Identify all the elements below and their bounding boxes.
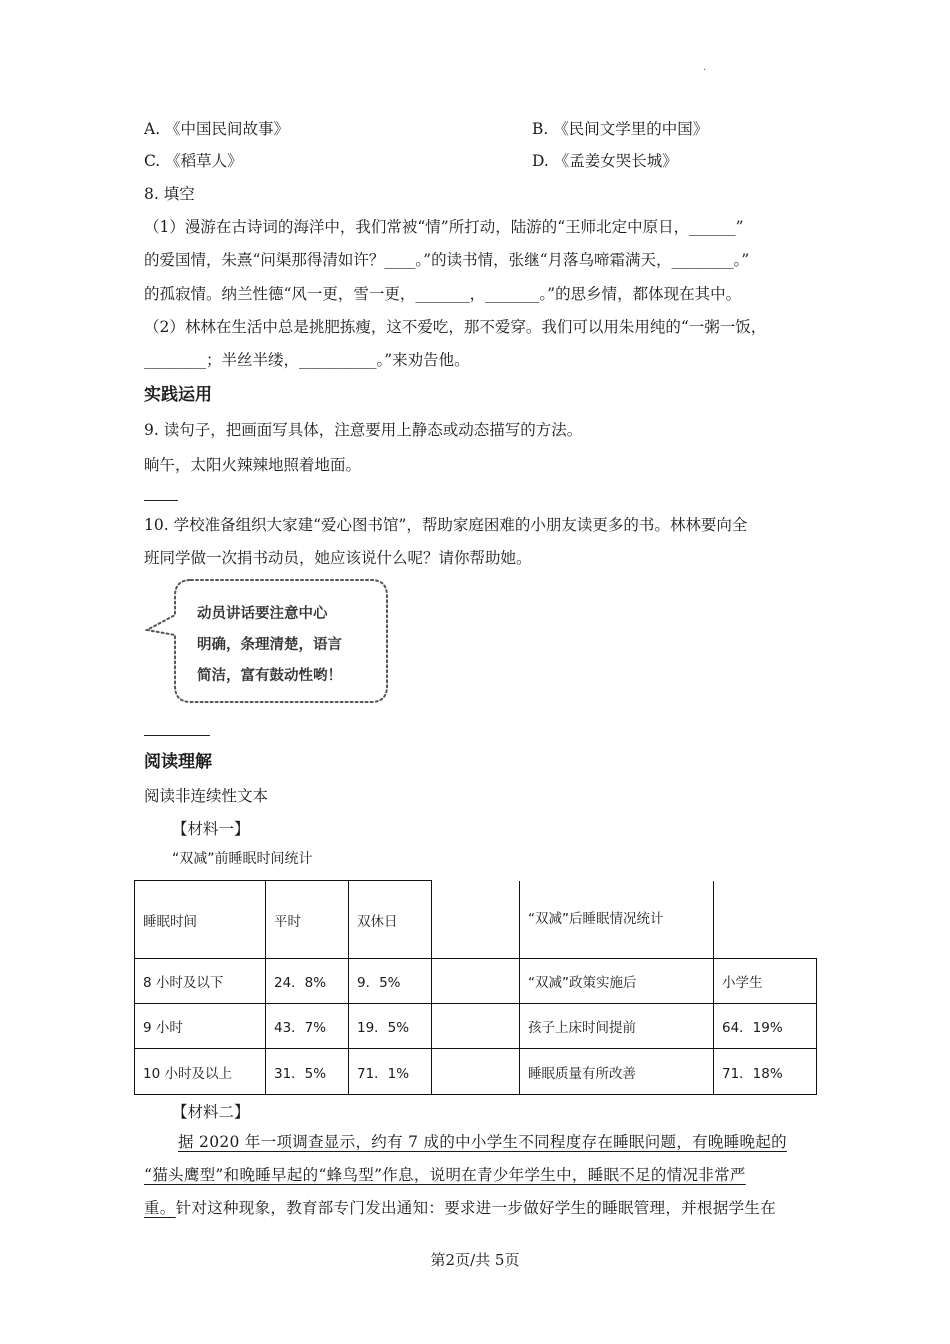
table-gap-cell [432, 881, 520, 959]
table-row [135, 1049, 817, 1095]
table-cell: 9．5% [349, 959, 432, 1004]
table-gap-cell [432, 959, 520, 1004]
sleep-statistics-table [134, 880, 817, 1095]
question-10-line: 班同学做一次捐书动员，她应该说什么呢？请你帮助她。 [144, 549, 532, 567]
tip-speech-bubble [145, 577, 391, 705]
page-footer: 第2页/共 5页 [430, 1251, 520, 1269]
table-cell: 睡眠质量有所改善 [520, 1049, 714, 1095]
question-10-line: 10. 学校准备组织大家建“爱心图书馆”，帮助家庭困难的小朋友读更多的书。林林要向全 [144, 516, 748, 534]
table-cell: 9 小时 [135, 1004, 266, 1049]
table-cell: 31．5% [266, 1049, 349, 1095]
table-cell: 71．18% [714, 1049, 817, 1095]
table-cell: 8 小时及以下 [135, 959, 266, 1004]
table-cell: 10 小时及以上 [135, 1049, 266, 1095]
plain-text: 针对这种现象，教育部专门发出通知：要求进一步做好学生的睡眠管理，并根据学生在 [175, 1199, 777, 1217]
table-row [135, 959, 817, 1004]
section-heading-reading: 阅读理解 [144, 752, 212, 772]
table-row [135, 881, 817, 959]
table-empty-cell [714, 881, 817, 959]
underlined-text: “猫头鹰型”和晚睡早起的“蜂鸟型”作息，说明在青少年学生中，睡眠不足的情况非常严 [144, 1166, 746, 1184]
section-heading-practice: 实践运用 [144, 385, 212, 405]
question-8-line: 的孤寂情。纳兰性德“风一更，雪一更，_______，_______。”的思乡情，都体现在其中。 [144, 285, 742, 303]
table-header-cell: 平时 [266, 881, 349, 959]
table-row [135, 1004, 817, 1049]
question-8-line: （2）林林在生活中总是挑肥拣瘦，这不爱吃，那不爱穿。我们可以用朱用纯的“一粥一饭， [144, 318, 767, 336]
question-8-line: 的爱国情，朱熹“问渠那得清如许？____。”的读书情，张继“月落乌啼霜满天，________。” [144, 251, 750, 269]
table-1-title: “双减”前睡眠时间统计 [172, 851, 313, 867]
question-9-title: 9. 读句子，把画面写具体，注意要用上静态或动态描写的方法。 [144, 421, 583, 439]
option-c: C. 《稻草人》 [144, 152, 243, 170]
material-2-label: 【材料二】 [172, 1103, 250, 1121]
table-2-title: “双减”后睡眠情况统计 [520, 881, 714, 959]
option-b: B. 《民间文学里的中国》 [532, 120, 709, 138]
table-cell: 孩子上床时间提前 [520, 1004, 714, 1049]
page-marker: . [703, 62, 707, 73]
table-cell: 71．1% [349, 1049, 432, 1095]
table-cell: 43．7% [266, 1004, 349, 1049]
table-cell: 19．5% [349, 1004, 432, 1049]
underlined-text: 据 2020 年一项调查显示，约有 7 成的中小学生不同程度存在睡眠问题，有晚睡晚起的 [178, 1133, 787, 1151]
table-cell: 64．19% [714, 1004, 817, 1049]
option-d: D. 《孟姜女哭长城》 [532, 152, 678, 170]
table-gap-cell [432, 1004, 520, 1049]
table-header-cell: 双休日 [349, 881, 432, 959]
answer-line [144, 500, 178, 501]
bubble-line: 动员讲话要注意中心 [197, 606, 328, 622]
material-2-line [144, 1196, 776, 1218]
material-2-line [178, 1130, 787, 1152]
table-gap-cell [432, 1049, 520, 1095]
table-header-cell: 睡眠时间 [135, 881, 266, 959]
underlined-text: 重。 [144, 1199, 176, 1217]
question-8-line: （1）漫游在古诗词的海洋中，我们常被“情”所打动，陆游的“王师北定中原日，______” [144, 218, 744, 236]
answer-line [144, 735, 210, 736]
material-1-label: 【材料一】 [172, 820, 250, 838]
table-cell: “双减”政策实施后 [520, 959, 714, 1004]
bubble-line: 简洁，富有鼓动性哟！ [197, 668, 342, 684]
bubble-line: 明确，条理清楚，语言 [197, 637, 342, 653]
question-8-line: ________；半丝半缕，__________。”来劝告他。 [144, 351, 470, 369]
reading-intro: 阅读非连续性文本 [144, 787, 269, 805]
question-8-title: 8. 填空 [144, 185, 195, 203]
table-cell: 24．8% [266, 959, 349, 1004]
option-a: A. 《中国民间故事》 [144, 120, 290, 138]
table-cell: 小学生 [714, 959, 817, 1004]
material-2-line [144, 1163, 746, 1185]
question-9-sentence: 晌午，太阳火辣辣地照着地面。 [144, 456, 362, 474]
